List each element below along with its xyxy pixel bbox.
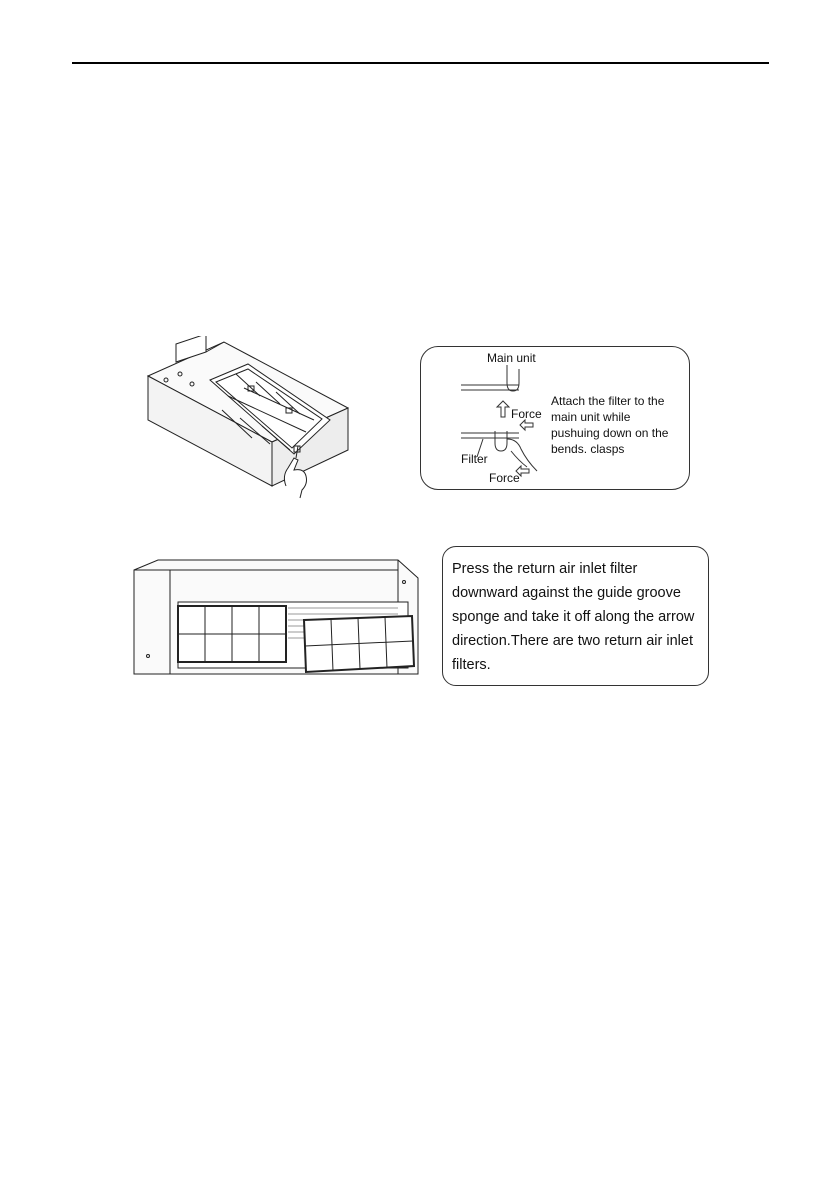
force-up-label: Force — [511, 407, 542, 421]
return-filter-instruction: Press the return air inlet filter downward against the guide groove sponge and take it off along the arrow direction.There are two return air inlet filters. — [452, 561, 695, 673]
main-unit-label: Main unit — [487, 351, 536, 365]
return-filter-illustration — [128, 558, 424, 698]
header-rule — [72, 62, 769, 64]
filter-attach-instruction: Attach the filter to the main unit while pushuing down on the bends. clasps — [551, 394, 669, 456]
filter-attach-illustration — [136, 336, 362, 506]
return-filter-callout — [442, 546, 709, 686]
force-side-label: Force — [489, 471, 520, 485]
filter-attach-callout — [420, 346, 690, 490]
filter-label: Filter — [461, 452, 488, 466]
